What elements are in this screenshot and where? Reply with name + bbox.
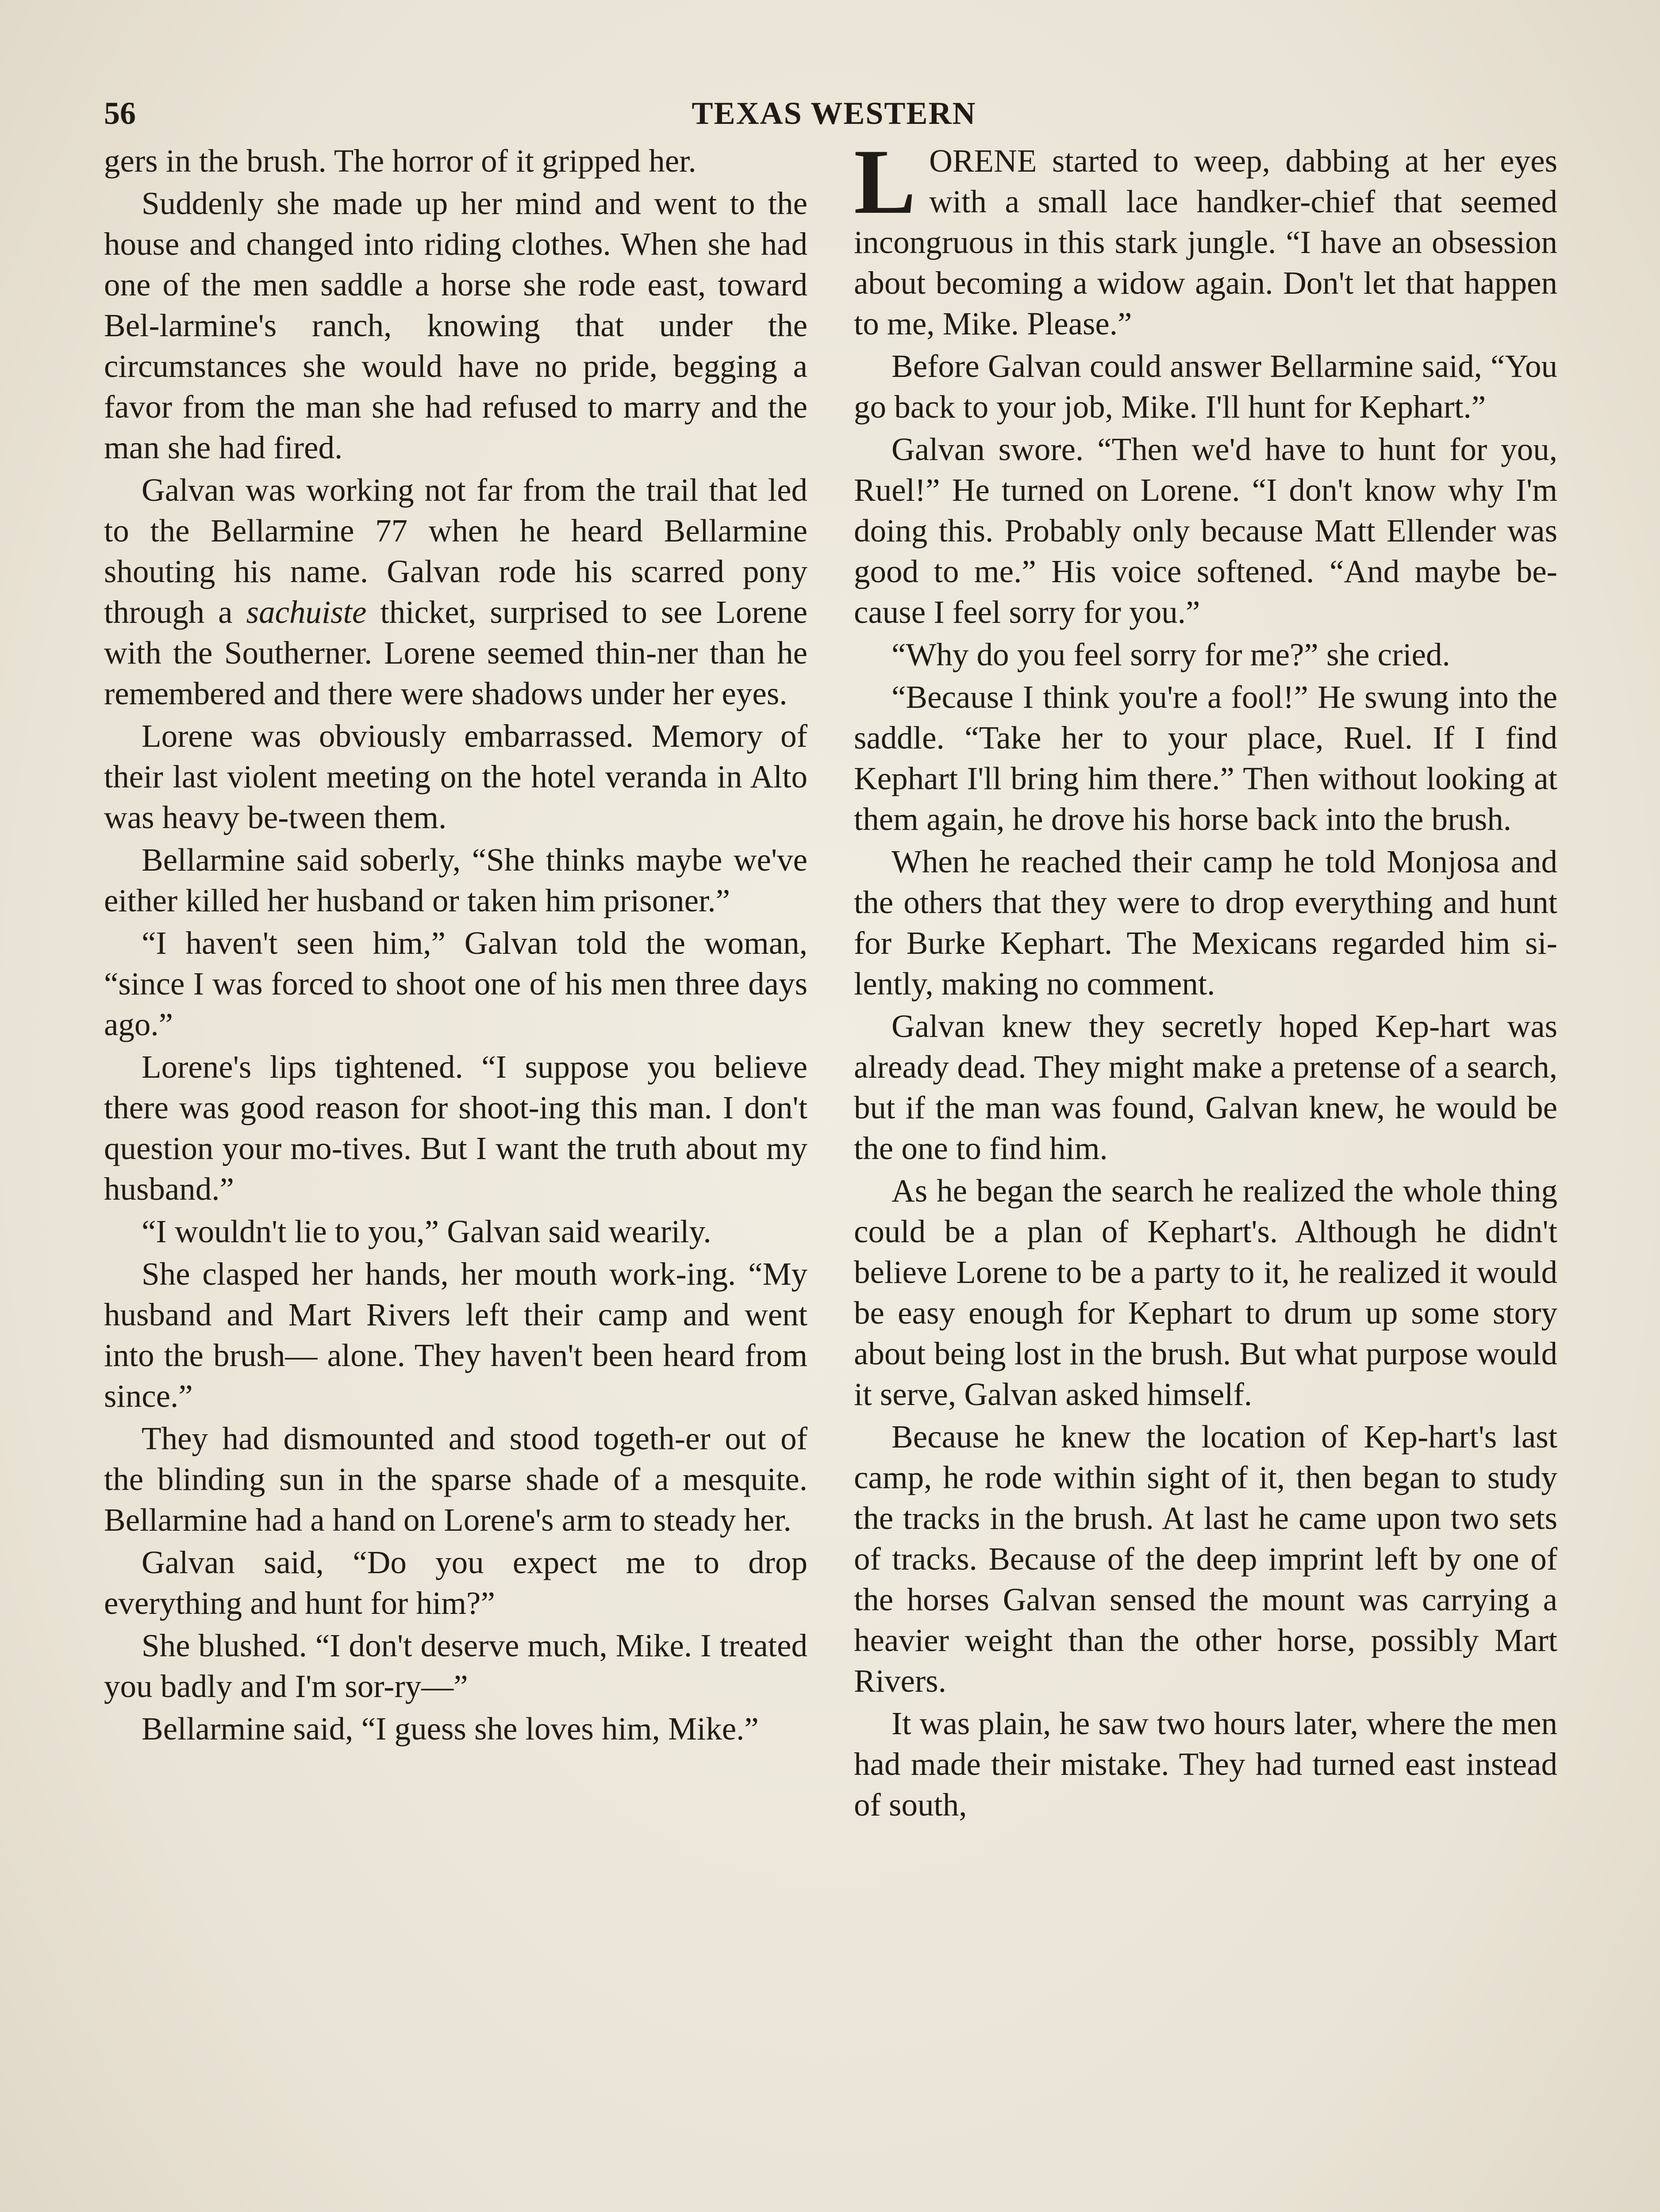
paragraph bbox=[104, 470, 807, 714]
italic-word: sachuiste bbox=[246, 594, 367, 630]
paragraph: gers in the brush. The horror of it gripped her. bbox=[104, 143, 696, 179]
paragraph: Galvan knew they secretly hoped Kep-hart was already dead. They might make a pretense of a search, but if the man was found, Galvan knew, he would be the one to find him. bbox=[854, 1008, 1557, 1166]
paragraph: “Because I think you're a fool!” He swung into the saddle. “Take her to your place, Ruel. If I find Kephart I'll bring him there.” Then without looking at them again, he drove his horse back into the brush. bbox=[854, 679, 1557, 837]
running-title: TEXAS WESTERN bbox=[692, 96, 976, 131]
drop-cap: L bbox=[854, 131, 916, 233]
paragraph: Galvan said, “Do you expect me to drop everything and hunt for him?” bbox=[104, 1544, 807, 1621]
paragraph: Before Galvan could answer Bellarmine said, “You go back to your job, Mike. I'll hunt for Kephart.” bbox=[854, 348, 1557, 425]
paragraph: Lorene's lips tightened. “I suppose you believe there was good reason for shoot-ing this man. I don't question your mo-tives. But I want the truth about my husband.” bbox=[104, 1049, 807, 1207]
paragraph: Galvan swore. “Then we'd have to hunt for you, Ruel!” He turned on Lorene. “I don't know why I'm doing this. Probably only because Matt Ellender was good to me.” His voice softened. “And maybe be-cause I feel sorry for you.” bbox=[854, 431, 1557, 630]
paragraph-text: thicket, surprised to see Lorene with the Southerner. Lorene seemed thin-ner than he remembered and there were shadows under her eyes. bbox=[104, 594, 808, 711]
opening-paragraph bbox=[854, 131, 1557, 344]
paragraph: “Why do you feel sorry for me?” she cried. bbox=[891, 637, 1450, 672]
paragraph-text: ORENE started to weep, dabbing at her eyes with a small lace handker-chief that seemed incongruous in this stark jungle. “I have an obsession about becoming a widow again. Don't let that happen to me, Mike. Please.” bbox=[854, 143, 1557, 342]
paragraph: She clasped her hands, her mouth work-ing. “My husband and Mart Rivers left their camp and went into the brush— alone. They haven't been heard from since.” bbox=[104, 1256, 807, 1414]
page-number: 56 bbox=[104, 96, 136, 131]
paragraph: It was plain, he saw two hours later, where the men had made their mistake. They had turned east instead of south, bbox=[854, 1705, 1557, 1823]
paragraph: Bellarmine said soberly, “She thinks maybe we've either killed her husband or taken him prisoner.” bbox=[104, 842, 807, 918]
paragraph: As he began the search he realized the whole thing could be a plan of Kephart's. Although he didn't believe Lorene to be a party to it, he realized it would be easy enough for Kephart to drum up some story about being lost in the brush. But what purpose would it serve, Galvan asked himself. bbox=[854, 1173, 1557, 1412]
paragraph: When he reached their camp he told Monjosa and the others that they were to drop everything and hunt for Burke Kephart. The Mexicans regarded him si-lently, making no comment. bbox=[854, 844, 1557, 1002]
paragraph: Suddenly she made up her mind and went to the house and changed into riding clothes. When she had one of the men saddle a horse she rode east, toward Bel-larmine's ranch, knowing that under the circumstances she would have no pride, begging a favor from the man she had refused to marry and the man she had fired. bbox=[104, 185, 807, 465]
paragraph: Because he knew the location of Kep-hart's last camp, he rode within sight of it, then began to study the tracks in the brush. At last he came upon two sets of tracks. Because of the deep imprint left by one of the horses Galvan sensed the mount was carrying a heavier weight than the other horse, possibly Mart Rivers. bbox=[854, 1419, 1557, 1699]
page-header bbox=[104, 95, 1564, 139]
paragraph: She blushed. “I don't deserve much, Mike. I treated you badly and I'm sor-ry—” bbox=[104, 1628, 807, 1704]
paragraph-text: Galvan was working not far from the trail that led to the Bellarmine 77 when he heard Bellarmine shouting his name. Galvan rode his scarred pony through a bbox=[104, 472, 807, 630]
paragraph: “I haven't seen him,” Galvan told the woman, “since I was forced to shoot one of his men three days ago.” bbox=[104, 925, 807, 1042]
right-text-column bbox=[854, 131, 1557, 1827]
paragraph: They had dismounted and stood togeth-er out of the blinding sun in the sparse shade of a mesquite. Bellarmine had a hand on Lorene's arm to steady her. bbox=[104, 1421, 807, 1538]
paragraph: “I wouldn't lie to you,” Galvan said wearily. bbox=[142, 1214, 711, 1249]
left-text-column bbox=[104, 141, 807, 1751]
paragraph: Lorene was obviously embarrassed. Memory of their last violent meeting on the hotel veranda in Alto was heavy be-tween them. bbox=[104, 718, 807, 835]
paragraph: Bellarmine said, “I guess she loves him, Mike.” bbox=[142, 1711, 759, 1747]
